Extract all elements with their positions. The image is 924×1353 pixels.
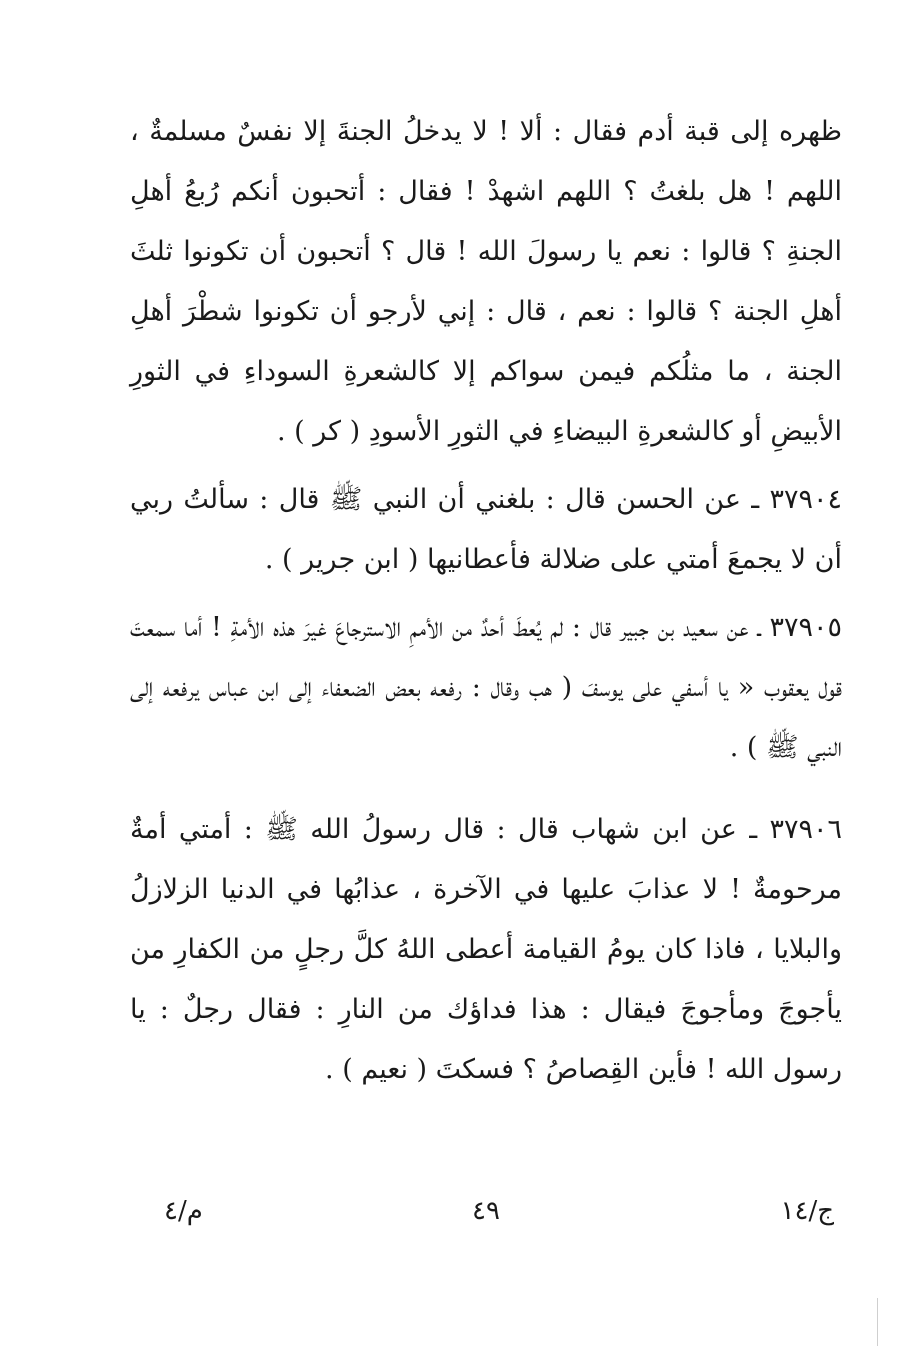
document-body bbox=[130, 102, 842, 1100]
hadith-37904: ٣٧٩٠٤ ـ عن الحسن قال : بلغني أن النبي ﷺ قال : سألتُ ربي أن لا يجمعَ أمتي على ضلالة فأعطانيها ( ابن جرير ) . bbox=[130, 484, 842, 575]
page-number: ٤٩ bbox=[472, 1196, 500, 1226]
paragraph-continuation: ظهره إلى قبة أدم فقال : ألا ! لا يدخلُ الجنةَ إلا نفسٌ مسلمةٌ ، اللهم ! هل بلغتُ ؟ اللهم اشهدْ ! فقال : أتحبون أنكم رُبعُ أهلِ الجنةِ ؟ قالوا : نعم يا رسولَ الله ! قال ؟ أتحبون أن تكونوا ثلثَ أهلِ الجنة ؟ قالوا : نعم ، قال : إني لأرجو أن تكونوا شطْرَ أهلِ الجنة ، ما مثلُكم فيمن سواكم إلا كالشعرةِ السوداءِ في الثورِ الأبيضِ أو كالشعرةِ البيضاءِ في الثورِ الأسودِ ( كر ) . bbox=[130, 116, 842, 447]
hadith-37905: ٣٧٩٠٥ ـ عن سعيد بن جبير قال : لم يُعطَ أحدٌ من الأممِ الاسترجاعَ غيرَ هذه الأمةِ ! أما سمعتَ قول يعقوب « يا أسفي على يوسفَ ( هب وقال : رفعه بعض الضعفاء إلى ابن عباس يرفعه إلى النبي ﷺ ) . bbox=[130, 612, 842, 763]
signature-mark: م/٤ bbox=[164, 1196, 203, 1226]
scan-artifact-line bbox=[877, 1298, 878, 1346]
page-footer bbox=[130, 1196, 842, 1236]
volume-label: ج/١٤ bbox=[780, 1196, 834, 1226]
hadith-37906: ٣٧٩٠٦ ـ عن ابن شهاب قال : قال رسولُ الله ﷺ : أمتي أمةٌ مرحومةٌ ! لا عذابَ عليها في الآخرة ، عذابُها في الدنيا الزلازلُ والبلايا ، فاذا كان يومُ القيامة أعطى اللهُ كلَّ رجلٍ من الكفارِ من يأجوجَ ومأجوجَ فيقال : هذا فداؤك من النارِ : فقال رجلٌ : يا رسول الله ! فأين القِصاصُ ؟ فسكتَ ( نعيم ) . bbox=[130, 814, 842, 1085]
